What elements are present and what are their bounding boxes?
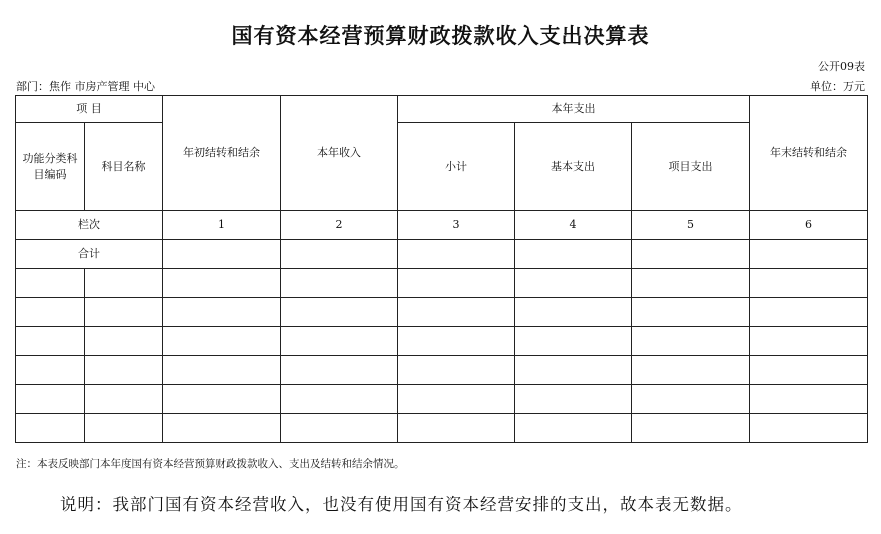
table-cell [632,327,750,356]
table-cell [85,356,163,385]
table-title: 国有资本经营预算财政拨款收入支出决算表 [231,24,650,48]
budget-table [15,95,868,443]
header-func-code: 功能分类科目编码 [16,123,85,211]
table-cell [632,385,750,414]
table-cell [515,240,632,269]
table-cell [85,327,163,356]
table-cell [16,414,85,443]
header-project: 项目支出 [632,123,750,211]
table-cell [85,414,163,443]
table-cell [750,240,868,269]
column-number: 5 [632,211,750,240]
table-cell [750,385,868,414]
table-cell [750,298,868,327]
header-end-balance: 年末结转和结余 [750,96,868,211]
unit-label: 单位：万元 [810,80,865,93]
table-cell [163,385,281,414]
header-income: 本年收入 [281,96,398,211]
table-cell [281,414,398,443]
table-cell [163,298,281,327]
column-number: 4 [515,211,632,240]
table-cell [16,356,85,385]
table-cell [281,240,398,269]
table-cell [163,356,281,385]
table-cell [515,414,632,443]
table-cell [85,298,163,327]
table-cell [750,327,868,356]
table-cell [750,269,868,298]
footnote: 注：本表反映部门本年度国有资本经营预算财政拨款收入、支出及结转和结余情况。 [16,458,405,470]
table-cell [398,298,515,327]
table-row [16,385,868,414]
department-line [16,78,155,94]
form-code: 公开09表 [818,60,865,73]
table-cell [281,385,398,414]
header-expenditure: 本年支出 [398,96,750,123]
table-cell [398,269,515,298]
table-row [16,414,868,443]
table-cell [750,356,868,385]
column-number: 2 [281,211,398,240]
table-cell [281,269,398,298]
table-cell [398,356,515,385]
table-cell [398,385,515,414]
department-label: 部门： [16,80,49,93]
table-cell [398,327,515,356]
table-row [16,269,868,298]
table-cell [281,356,398,385]
total-row [16,240,868,269]
table-row [16,327,868,356]
column-number: 1 [163,211,281,240]
table-cell [163,240,281,269]
table-cell [16,298,85,327]
table-row [16,356,868,385]
header-subject-name: 科目名称 [85,123,163,211]
table-cell [16,385,85,414]
table-cell [515,385,632,414]
table-cell [85,269,163,298]
explanation: 说明：我部门国有资本经营收入，也没有使用国有资本经营安排的支出，故本表无数据。 [60,495,743,514]
total-label: 合计 [16,240,163,269]
column-label: 栏次 [16,211,163,240]
column-number: 6 [750,211,868,240]
table-cell [632,356,750,385]
header-item: 项 目 [16,96,163,123]
table-cell [281,298,398,327]
header-begin-balance: 年初结转和结余 [163,96,281,211]
table-cell [163,327,281,356]
column-number: 3 [398,211,515,240]
table-row [16,298,868,327]
table-cell [16,269,85,298]
table-cell [750,414,868,443]
table-cell [632,240,750,269]
header-subtotal: 小计 [398,123,515,211]
table-cell [515,327,632,356]
table-cell [515,298,632,327]
table-cell [515,356,632,385]
header-basic: 基本支出 [515,123,632,211]
table-cell [85,385,163,414]
department-name: 焦作 市房产管理 中心 [49,80,155,93]
table-cell [163,269,281,298]
table-cell [632,269,750,298]
table-cell [632,298,750,327]
table-cell [163,414,281,443]
table-cell [632,414,750,443]
empty-rows [16,269,868,443]
table-cell [515,269,632,298]
table-cell [398,414,515,443]
table-cell [281,327,398,356]
table-cell [16,327,85,356]
column-number-row [16,211,868,240]
table-cell [398,240,515,269]
